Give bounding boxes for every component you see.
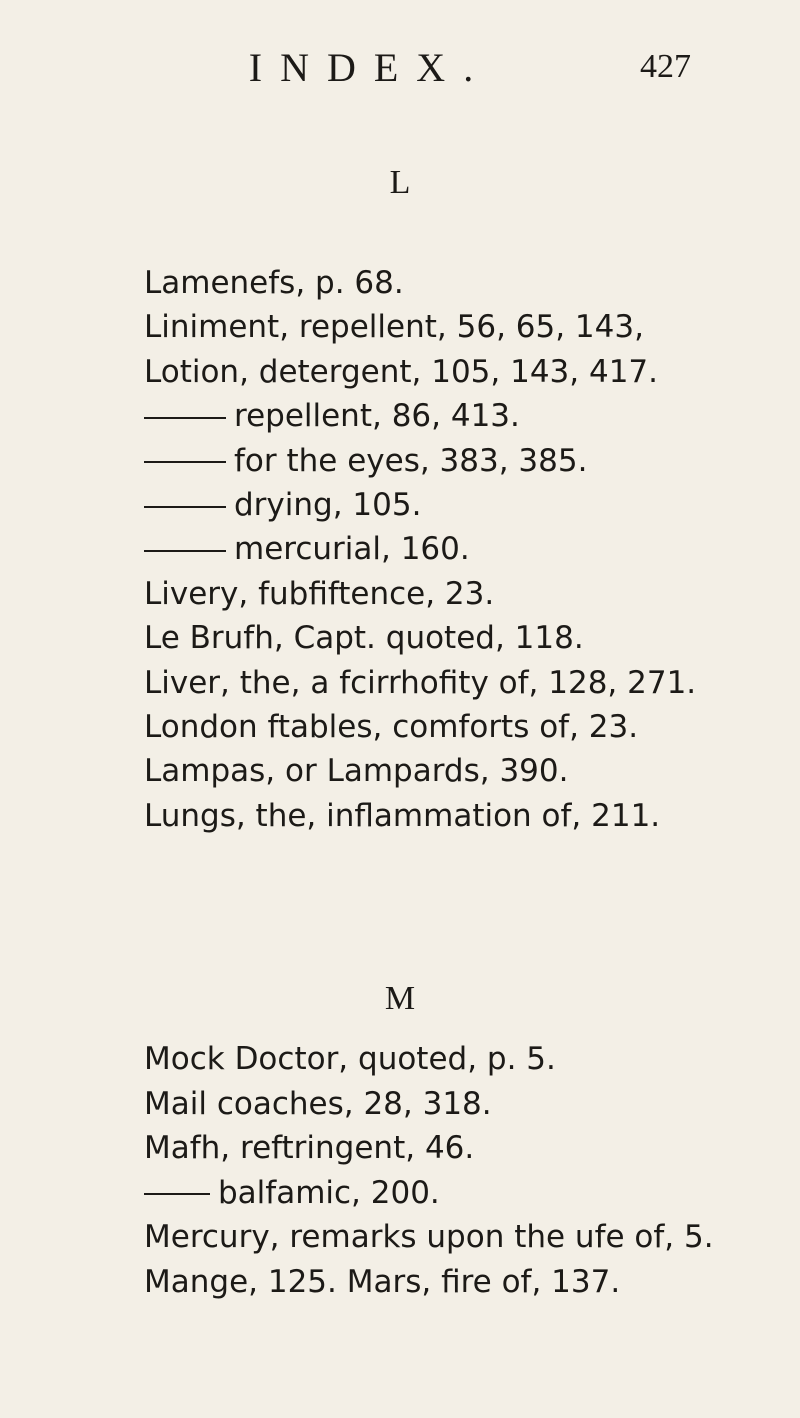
index-entry — [144, 1086, 492, 1122]
section-letter-l: L — [389, 164, 411, 201]
entry-text: Liniment, repellent, 56, 65, 143, — [144, 309, 644, 346]
index-entry — [144, 1264, 620, 1300]
index-entry — [144, 753, 568, 789]
ditto-dash — [144, 550, 226, 552]
index-entry — [144, 487, 421, 523]
entry-text: Mange, 125. Mars, fire of, 137. — [144, 1264, 621, 1300]
index-entry — [144, 309, 644, 345]
entry-text: Livery, fubfiftence, 23. — [144, 575, 495, 612]
index-entry — [144, 1219, 714, 1255]
index-entry — [144, 398, 520, 434]
entry-text: Lungs, the, inflammation of, 211. — [144, 797, 661, 834]
entry-text: Mail coaches, 28, 318. — [144, 1085, 492, 1122]
entry-text: Mafh, reftringent, 46. — [144, 1130, 475, 1167]
ditto-dash — [144, 461, 226, 463]
section-letter-m: M — [384, 980, 416, 1017]
index-entry — [144, 443, 587, 479]
index-entry — [144, 265, 404, 301]
page-number: 427 — [640, 48, 691, 85]
ditto-dash — [144, 417, 226, 419]
entry-text: Liver, the, a fcirrhofity of, 128, 271. — [144, 664, 697, 701]
entry-text: Mock Doctor, quoted, p. 5. — [144, 1041, 556, 1077]
entry-text: balfamic, 200. — [218, 1174, 440, 1211]
entry-text: mercurial, 160. — [234, 531, 470, 568]
index-entry — [144, 576, 494, 612]
index-entry — [144, 531, 470, 567]
index-entry — [144, 798, 660, 834]
index-entry — [144, 354, 658, 390]
entry-text: Lotion, detergent, 105, 143, 417. — [144, 353, 658, 390]
index-title: INDEX. — [248, 45, 492, 90]
index-entry — [144, 1175, 440, 1211]
ditto-dash — [144, 506, 226, 508]
index-entry — [144, 665, 696, 701]
index-entry — [144, 1130, 474, 1166]
ditto-dash — [144, 1193, 210, 1195]
index-entry — [144, 709, 638, 745]
entry-text: repellent, 86, 413. — [234, 398, 520, 435]
entry-text: Lampas, or Lampards, 390. — [144, 753, 569, 790]
entry-text: Mercury, remarks upon the ufe of, 5. — [144, 1219, 714, 1256]
entry-text: Le Brufh, Capt. quoted, 118. — [144, 620, 584, 657]
entry-text: drying, 105. — [234, 487, 422, 523]
index-entry — [144, 620, 584, 656]
entry-text: Lamenefs, p. 68. — [144, 265, 404, 301]
entry-text: London ftables, comforts of, 23. — [144, 709, 639, 745]
index-entry — [144, 1041, 556, 1077]
entry-text: for the eyes, 383, 385. — [234, 442, 588, 479]
